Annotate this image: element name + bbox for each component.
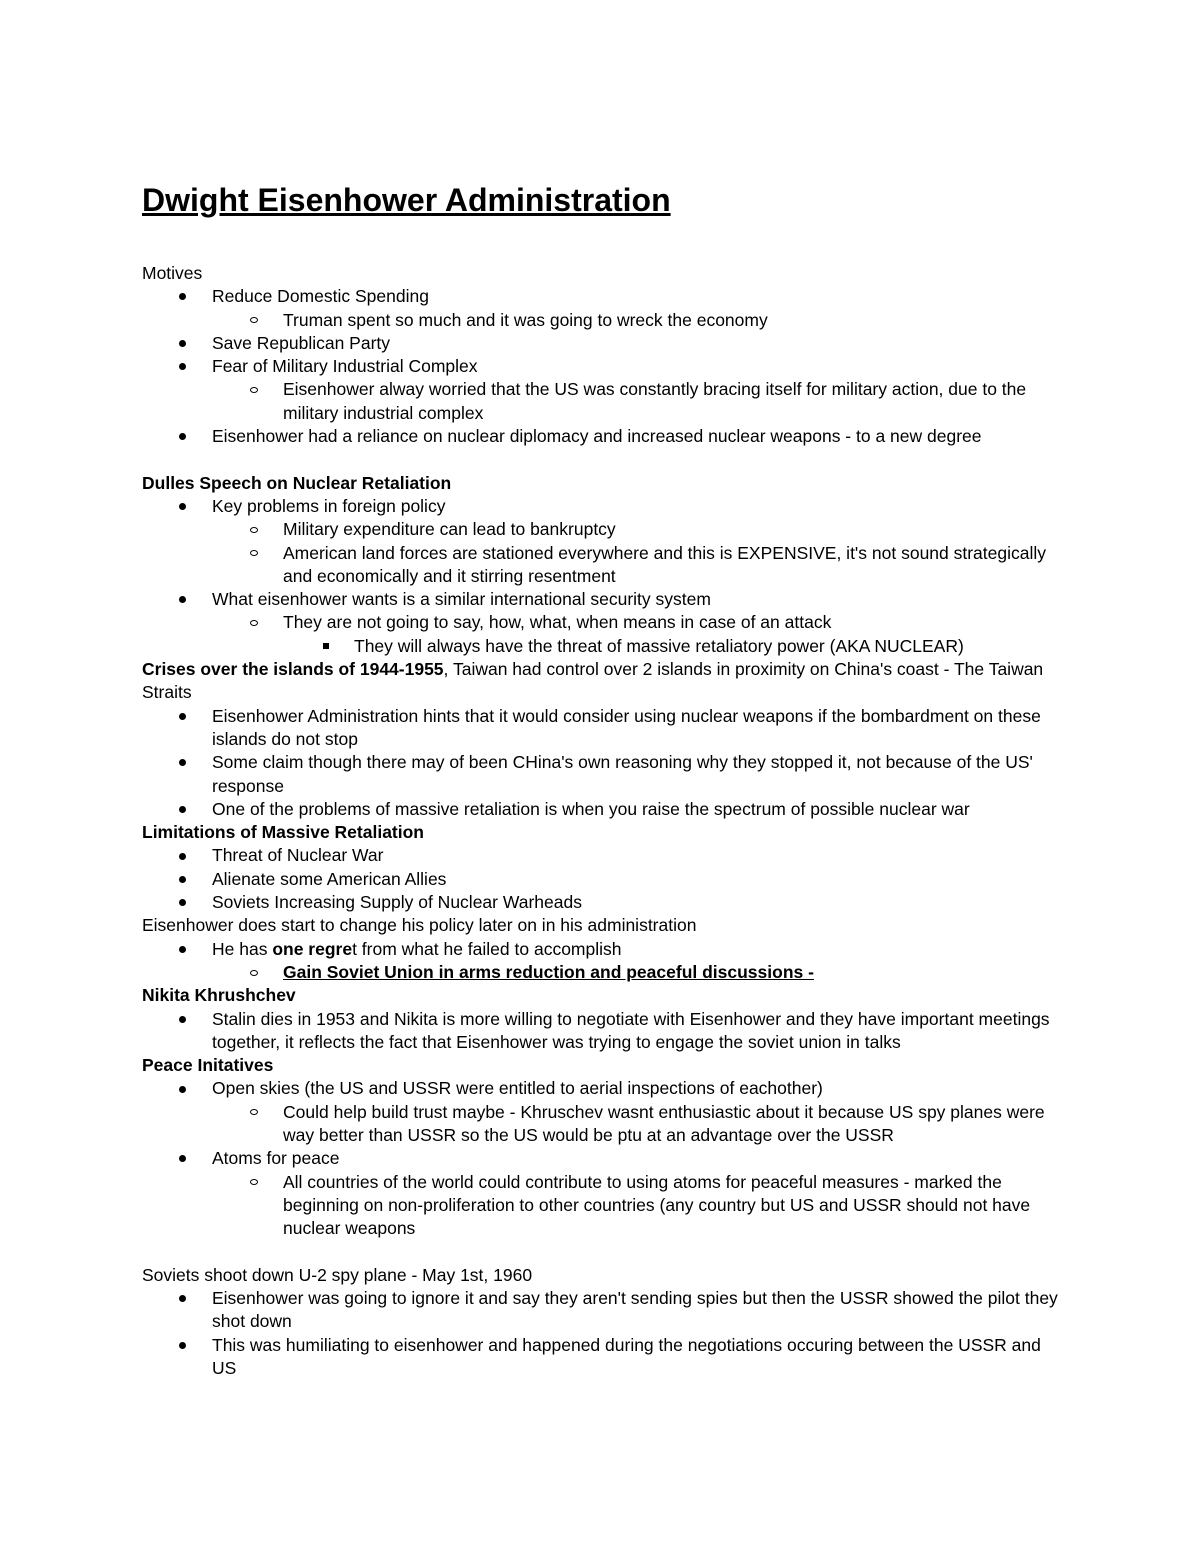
list-item: Fear of Military Industrial Complex <box>142 355 1062 378</box>
list-item: Alienate some American Allies <box>142 868 1062 891</box>
list-item: American land forces are stationed everywhere and this is EXPENSIVE, it's not sound strategically and economically and it stirring resentment <box>142 542 1062 589</box>
bullet-dot-icon <box>179 1155 186 1162</box>
list-item: Gain Soviet Union in arms reduction and peaceful discussions - <box>142 961 1062 984</box>
list-item: Eisenhower had a reliance on nuclear diplomacy and increased nuclear weapons - to a new degree <box>142 425 1062 448</box>
bullet-circle-icon <box>250 317 258 323</box>
bullet-dot-icon <box>179 363 186 370</box>
list-item: He has one regret from what he failed to accomplish <box>142 938 1062 961</box>
motives-heading: Motives <box>142 263 203 283</box>
bullet-dot-icon <box>179 899 186 906</box>
bullet-dot-icon <box>179 1342 186 1349</box>
bullet-circle-icon <box>250 620 258 626</box>
list-item: What eisenhower wants is a similar international security system <box>142 588 1062 611</box>
bullet-circle-icon <box>250 1179 258 1185</box>
list-item: Reduce Domestic Spending <box>142 285 1062 308</box>
bullet-square-icon <box>323 643 329 649</box>
list-item: Open skies (the US and USSR were entitled to aerial inspections of eachother) <box>142 1077 1062 1100</box>
bullet-dot-icon <box>179 1016 186 1023</box>
u2-heading: Soviets shoot down U-2 spy plane - May 1st, 1960 <box>142 1264 533 1285</box>
list-item: Soviets Increasing Supply of Nuclear Warheads <box>142 891 1062 914</box>
list-item: They are not going to say, how, what, when means in case of an attack <box>142 611 1062 634</box>
document-title: Dwight Eisenhower Administration <box>142 182 671 218</box>
bullet-dot-icon <box>179 713 186 720</box>
policy-change-line: Eisenhower does start to change his policy later on in his administration <box>142 915 697 936</box>
list-item: Eisenhower alway worried that the US was constantly bracing itself for military action, due to the military industrial complex <box>142 378 1062 425</box>
bullet-dot-icon <box>179 759 186 766</box>
spacer <box>142 448 1062 471</box>
bullet-circle-icon <box>250 1109 258 1115</box>
list-item: Some claim though there may of been CHina's own reasoning why they stopped it, not because of the US' response <box>142 751 1062 798</box>
list-item: All countries of the world could contribute to using atoms for peaceful measures - marked the beginning on non-proliferation to other countries (any country but US and USSR should not have nuclear weapons <box>142 1171 1062 1241</box>
peace-heading: Peace Initatives <box>142 1055 274 1076</box>
list-item: Could help build trust maybe - Khruschev wasnt enthusiastic about it because US spy planes were way better than USSR so the US would be ptu at an advantage over the USSR <box>142 1101 1062 1148</box>
list-item: Atoms for peace <box>142 1147 1062 1170</box>
bullet-dot-icon <box>179 503 186 510</box>
bullet-dot-icon <box>179 1086 186 1093</box>
list-item: Truman spent so much and it was going to wreck the economy <box>142 309 1062 332</box>
limitations-heading: Limitations of Massive Retaliation <box>142 822 424 843</box>
list-item: They will always have the threat of massive retaliatory power (AKA NUCLEAR) <box>142 635 1062 658</box>
bullet-dot-icon <box>179 433 186 440</box>
bullet-dot-icon <box>179 1295 186 1302</box>
list-item: Military expenditure can lead to bankruptcy <box>142 518 1062 541</box>
bullet-circle-icon <box>250 527 258 533</box>
document-body <box>142 262 1062 1380</box>
bullet-dot-icon <box>179 596 186 603</box>
bullet-dot-icon <box>179 876 186 883</box>
list-item: Stalin dies in 1953 and Nikita is more willing to negotiate with Eisenhower and they have important meetings together, it reflects the fact that Eisenhower was trying to engage the soviet union in talks <box>142 1008 1062 1055</box>
bullet-dot-icon <box>179 853 186 860</box>
khrushchev-heading: Nikita Khrushchev <box>142 985 296 1006</box>
list-item: Threat of Nuclear War <box>142 844 1062 867</box>
list-item: One of the problems of massive retaliation is when you raise the spectrum of possible nuclear war <box>142 798 1062 821</box>
dulles-heading: Dulles Speech on Nuclear Retaliation <box>142 472 452 493</box>
list-item: This was humiliating to eisenhower and happened during the negotiations occuring between the USSR and US <box>142 1334 1062 1381</box>
list-item: Eisenhower Administration hints that it would consider using nuclear weapons if the bombardment on these islands do not stop <box>142 705 1062 752</box>
list-item: Save Republican Party <box>142 332 1062 355</box>
bullet-circle-icon <box>250 387 258 393</box>
list-item: Eisenhower was going to ignore it and say they aren't sending spies but then the USSR showed the pilot they shot down <box>142 1287 1062 1334</box>
bullet-dot-icon <box>179 806 186 813</box>
bullet-dot-icon <box>179 293 186 300</box>
spacer <box>142 1240 1062 1263</box>
bullet-circle-icon <box>250 550 258 556</box>
list-item: Key problems in foreign policy <box>142 495 1062 518</box>
bullet-dot-icon <box>179 340 186 347</box>
bullet-dot-icon <box>179 946 186 953</box>
crises-heading: Crises over the islands of 1944-1955, Taiwan had control over 2 islands in proximity on China's coast - The Taiwan Straits <box>142 659 1044 703</box>
bullet-circle-icon <box>250 970 258 976</box>
